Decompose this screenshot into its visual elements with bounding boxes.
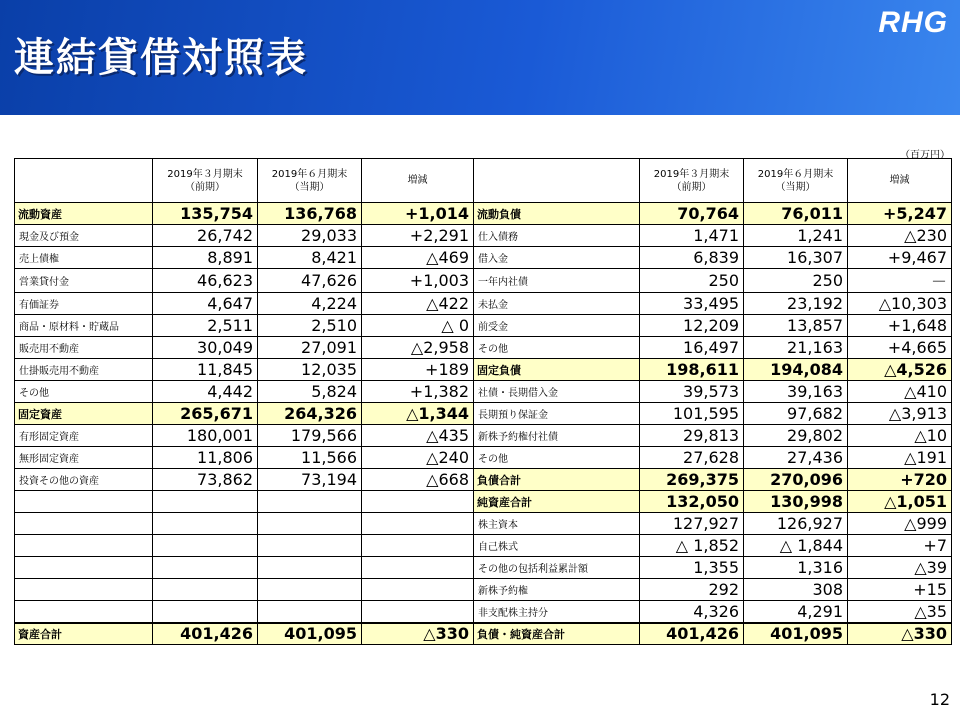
- assets-prev-value: [153, 491, 258, 513]
- assets-diff-value: [362, 513, 474, 535]
- liabilities-item-label: 未払金: [474, 293, 640, 315]
- assets-item-label: 有価証券: [15, 293, 153, 315]
- liabilities-prev-value: 1,355: [640, 557, 744, 579]
- assets-diff-value: +1,382: [362, 381, 474, 403]
- assets-diff-value: [362, 557, 474, 579]
- liabilities-diff-value: +1,648: [848, 315, 952, 337]
- assets-diff-value: [362, 579, 474, 601]
- assets-curr-value: 4,224: [258, 293, 362, 315]
- assets-curr-value: 47,626: [258, 269, 362, 293]
- liabilities-prev-value: 132,050: [640, 491, 744, 513]
- page-number: 12: [929, 690, 950, 709]
- liabilities-curr-value: 270,096: [744, 469, 848, 491]
- liabilities-diff-value: △4,526: [848, 359, 952, 381]
- assets-prev-value: 11,806: [153, 447, 258, 469]
- liabilities-prev-value: 127,927: [640, 513, 744, 535]
- table-row: [15, 381, 952, 403]
- liabilities-item-label: 負債合計: [474, 469, 640, 491]
- liabilities-diff-value: +9,467: [848, 247, 952, 269]
- page-title: 連結貸借対照表: [14, 35, 308, 81]
- assets-item-label: 有形固定資産: [15, 425, 153, 447]
- table-row: [15, 469, 952, 491]
- liabilities-diff-value: △330: [848, 623, 952, 645]
- header-diff-right: 増減: [848, 159, 952, 203]
- table-row: [15, 579, 952, 601]
- table-row: [15, 337, 952, 359]
- assets-item-label: [15, 557, 153, 579]
- assets-prev-value: [153, 579, 258, 601]
- liabilities-item-label: 前受金: [474, 315, 640, 337]
- assets-curr-value: 12,035: [258, 359, 362, 381]
- assets-item-label: 営業貸付金: [15, 269, 153, 293]
- assets-curr-value: 8,421: [258, 247, 362, 269]
- assets-curr-value: 401,095: [258, 623, 362, 645]
- assets-curr-value: 179,566: [258, 425, 362, 447]
- assets-curr-value: 2,510: [258, 315, 362, 337]
- liabilities-item-label: 新株予約権: [474, 579, 640, 601]
- assets-item-label: その他: [15, 381, 153, 403]
- liabilities-item-label: 流動負債: [474, 203, 640, 225]
- assets-curr-value: 5,824: [258, 381, 362, 403]
- liabilities-item-label: 非支配株主持分: [474, 601, 640, 623]
- liabilities-item-label: 長期預り保証金: [474, 403, 640, 425]
- assets-curr-value: [258, 557, 362, 579]
- liabilities-item-label: 自己株式: [474, 535, 640, 557]
- liabilities-diff-value: △230: [848, 225, 952, 247]
- assets-item-label: [15, 513, 153, 535]
- liabilities-prev-value: 250: [640, 269, 744, 293]
- liabilities-curr-value: 76,011: [744, 203, 848, 225]
- table-row: [15, 293, 952, 315]
- table-row: [15, 535, 952, 557]
- liabilities-item-label: 株主資本: [474, 513, 640, 535]
- liabilities-diff-value: △10: [848, 425, 952, 447]
- assets-curr-value: [258, 535, 362, 557]
- assets-item-label: 販売用不動産: [15, 337, 153, 359]
- assets-prev-value: 401,426: [153, 623, 258, 645]
- liabilities-curr-value: 130,998: [744, 491, 848, 513]
- liabilities-diff-value: +4,665: [848, 337, 952, 359]
- assets-item-label: 流動資産: [15, 203, 153, 225]
- liabilities-prev-value: 29,813: [640, 425, 744, 447]
- liabilities-curr-value: 97,682: [744, 403, 848, 425]
- assets-diff-value: [362, 491, 474, 513]
- assets-item-label: 仕掛販売用不動産: [15, 359, 153, 381]
- assets-prev-value: 46,623: [153, 269, 258, 293]
- assets-diff-value: △330: [362, 623, 474, 645]
- assets-diff-value: +189: [362, 359, 474, 381]
- liabilities-curr-value: 27,436: [744, 447, 848, 469]
- assets-diff-value: △469: [362, 247, 474, 269]
- assets-item-label: [15, 535, 153, 557]
- unit-label: （百万円）: [900, 150, 950, 161]
- assets-curr-value: 29,033: [258, 225, 362, 247]
- liabilities-diff-value: +7: [848, 535, 952, 557]
- liabilities-curr-value: 401,095: [744, 623, 848, 645]
- liabilities-prev-value: 198,611: [640, 359, 744, 381]
- liabilities-diff-value: +15: [848, 579, 952, 601]
- table-row: [15, 623, 952, 645]
- liabilities-diff-value: +720: [848, 469, 952, 491]
- table-row: [15, 425, 952, 447]
- header-diff-left: 増減: [362, 159, 474, 203]
- table-row: [15, 513, 952, 535]
- liabilities-prev-value: 70,764: [640, 203, 744, 225]
- assets-item-label: 投資その他の資産: [15, 469, 153, 491]
- liabilities-prev-value: 292: [640, 579, 744, 601]
- assets-prev-value: [153, 535, 258, 557]
- assets-diff-value: △240: [362, 447, 474, 469]
- assets-diff-value: △422: [362, 293, 474, 315]
- liabilities-curr-value: 16,307: [744, 247, 848, 269]
- assets-item-label: 現金及び預金: [15, 225, 153, 247]
- assets-curr-value: [258, 579, 362, 601]
- table-row: [15, 225, 952, 247]
- table-row: [15, 447, 952, 469]
- assets-diff-value: △1,344: [362, 403, 474, 425]
- liabilities-prev-value: 39,573: [640, 381, 744, 403]
- liabilities-item-label: 新株予約権付社債: [474, 425, 640, 447]
- liabilities-curr-value: 39,163: [744, 381, 848, 403]
- table-row: [15, 315, 952, 337]
- assets-prev-value: 2,511: [153, 315, 258, 337]
- assets-prev-value: 180,001: [153, 425, 258, 447]
- assets-diff-value: △435: [362, 425, 474, 447]
- assets-item-label: 資産合計: [15, 623, 153, 645]
- assets-curr-value: [258, 491, 362, 513]
- liabilities-item-label: 一年内社債: [474, 269, 640, 293]
- liabilities-diff-value: +5,247: [848, 203, 952, 225]
- assets-item-label: [15, 601, 153, 623]
- assets-curr-value: 264,326: [258, 403, 362, 425]
- assets-diff-value: +2,291: [362, 225, 474, 247]
- liabilities-item-label: 純資産合計: [474, 491, 640, 513]
- table-row: [15, 247, 952, 269]
- assets-prev-value: 11,845: [153, 359, 258, 381]
- liabilities-curr-value: 194,084: [744, 359, 848, 381]
- assets-prev-value: 26,742: [153, 225, 258, 247]
- liabilities-diff-value: －: [848, 269, 952, 293]
- table-row: [15, 359, 952, 381]
- assets-item-label: 売上債権: [15, 247, 153, 269]
- liabilities-curr-value: 1,241: [744, 225, 848, 247]
- assets-curr-value: 27,091: [258, 337, 362, 359]
- header-prev-left: 2019年３月期末 （前期）: [153, 159, 258, 203]
- liabilities-curr-value: 126,927: [744, 513, 848, 535]
- table-row: [15, 491, 952, 513]
- liabilities-diff-value: △10,303: [848, 293, 952, 315]
- liabilities-prev-value: 27,628: [640, 447, 744, 469]
- liabilities-curr-value: 13,857: [744, 315, 848, 337]
- assets-item-label: [15, 579, 153, 601]
- assets-curr-value: 136,768: [258, 203, 362, 225]
- liabilities-prev-value: 4,326: [640, 601, 744, 623]
- assets-prev-value: [153, 601, 258, 623]
- assets-diff-value: +1,014: [362, 203, 474, 225]
- liabilities-prev-value: △ 1,852: [640, 535, 744, 557]
- liabilities-item-label: その他の包括利益累計額: [474, 557, 640, 579]
- liabilities-curr-value: 23,192: [744, 293, 848, 315]
- assets-diff-value: △2,958: [362, 337, 474, 359]
- assets-prev-value: 30,049: [153, 337, 258, 359]
- liabilities-prev-value: 12,209: [640, 315, 744, 337]
- table-row: [15, 403, 952, 425]
- assets-prev-value: 4,647: [153, 293, 258, 315]
- assets-item-label: 固定資産: [15, 403, 153, 425]
- header-blank-right: [474, 159, 640, 203]
- liabilities-diff-value: △35: [848, 601, 952, 623]
- liabilities-item-label: 仕入債務: [474, 225, 640, 247]
- assets-curr-value: 73,194: [258, 469, 362, 491]
- assets-item-label: [15, 491, 153, 513]
- assets-prev-value: 8,891: [153, 247, 258, 269]
- assets-prev-value: 73,862: [153, 469, 258, 491]
- assets-prev-value: 135,754: [153, 203, 258, 225]
- table-row: [15, 557, 952, 579]
- assets-curr-value: [258, 601, 362, 623]
- liabilities-prev-value: 101,595: [640, 403, 744, 425]
- header-prev-right: 2019年３月期末 （前期）: [640, 159, 744, 203]
- liabilities-prev-value: 33,495: [640, 293, 744, 315]
- liabilities-prev-value: 6,839: [640, 247, 744, 269]
- liabilities-item-label: 負債・純資産合計: [474, 623, 640, 645]
- assets-item-label: 商品・原材料・貯蔵品: [15, 315, 153, 337]
- assets-diff-value: [362, 535, 474, 557]
- header-blank-left: [15, 159, 153, 203]
- assets-item-label: 無形固定資産: [15, 447, 153, 469]
- liabilities-item-label: 借入金: [474, 247, 640, 269]
- header-curr-left: 2019年６月期末 （当期）: [258, 159, 362, 203]
- liabilities-prev-value: 269,375: [640, 469, 744, 491]
- assets-prev-value: [153, 557, 258, 579]
- assets-diff-value: [362, 601, 474, 623]
- assets-prev-value: 265,671: [153, 403, 258, 425]
- header-curr-right: 2019年６月期末 （当期）: [744, 159, 848, 203]
- liabilities-item-label: 社債・長期借入金: [474, 381, 640, 403]
- liabilities-item-label: その他: [474, 447, 640, 469]
- liabilities-item-label: その他: [474, 337, 640, 359]
- assets-diff-value: +1,003: [362, 269, 474, 293]
- table-row: [15, 203, 952, 225]
- table-row: [15, 601, 952, 623]
- liabilities-diff-value: △3,913: [848, 403, 952, 425]
- liabilities-curr-value: 250: [744, 269, 848, 293]
- liabilities-diff-value: △191: [848, 447, 952, 469]
- title-banner: [0, 0, 960, 115]
- liabilities-diff-value: △39: [848, 557, 952, 579]
- liabilities-curr-value: 21,163: [744, 337, 848, 359]
- liabilities-curr-value: 4,291: [744, 601, 848, 623]
- balance-sheet-table: [14, 158, 952, 645]
- liabilities-item-label: 固定負債: [474, 359, 640, 381]
- liabilities-curr-value: △ 1,844: [744, 535, 848, 557]
- assets-prev-value: [153, 513, 258, 535]
- liabilities-prev-value: 401,426: [640, 623, 744, 645]
- assets-curr-value: 11,566: [258, 447, 362, 469]
- company-logo: RHG: [878, 6, 948, 39]
- liabilities-curr-value: 308: [744, 579, 848, 601]
- liabilities-diff-value: △1,051: [848, 491, 952, 513]
- liabilities-diff-value: △410: [848, 381, 952, 403]
- liabilities-prev-value: 16,497: [640, 337, 744, 359]
- assets-curr-value: [258, 513, 362, 535]
- assets-prev-value: 4,442: [153, 381, 258, 403]
- liabilities-diff-value: △999: [848, 513, 952, 535]
- liabilities-curr-value: 29,802: [744, 425, 848, 447]
- liabilities-prev-value: 1,471: [640, 225, 744, 247]
- table-row: [15, 269, 952, 293]
- liabilities-curr-value: 1,316: [744, 557, 848, 579]
- assets-diff-value: △ 0: [362, 315, 474, 337]
- assets-diff-value: △668: [362, 469, 474, 491]
- table-header-row: [15, 159, 952, 203]
